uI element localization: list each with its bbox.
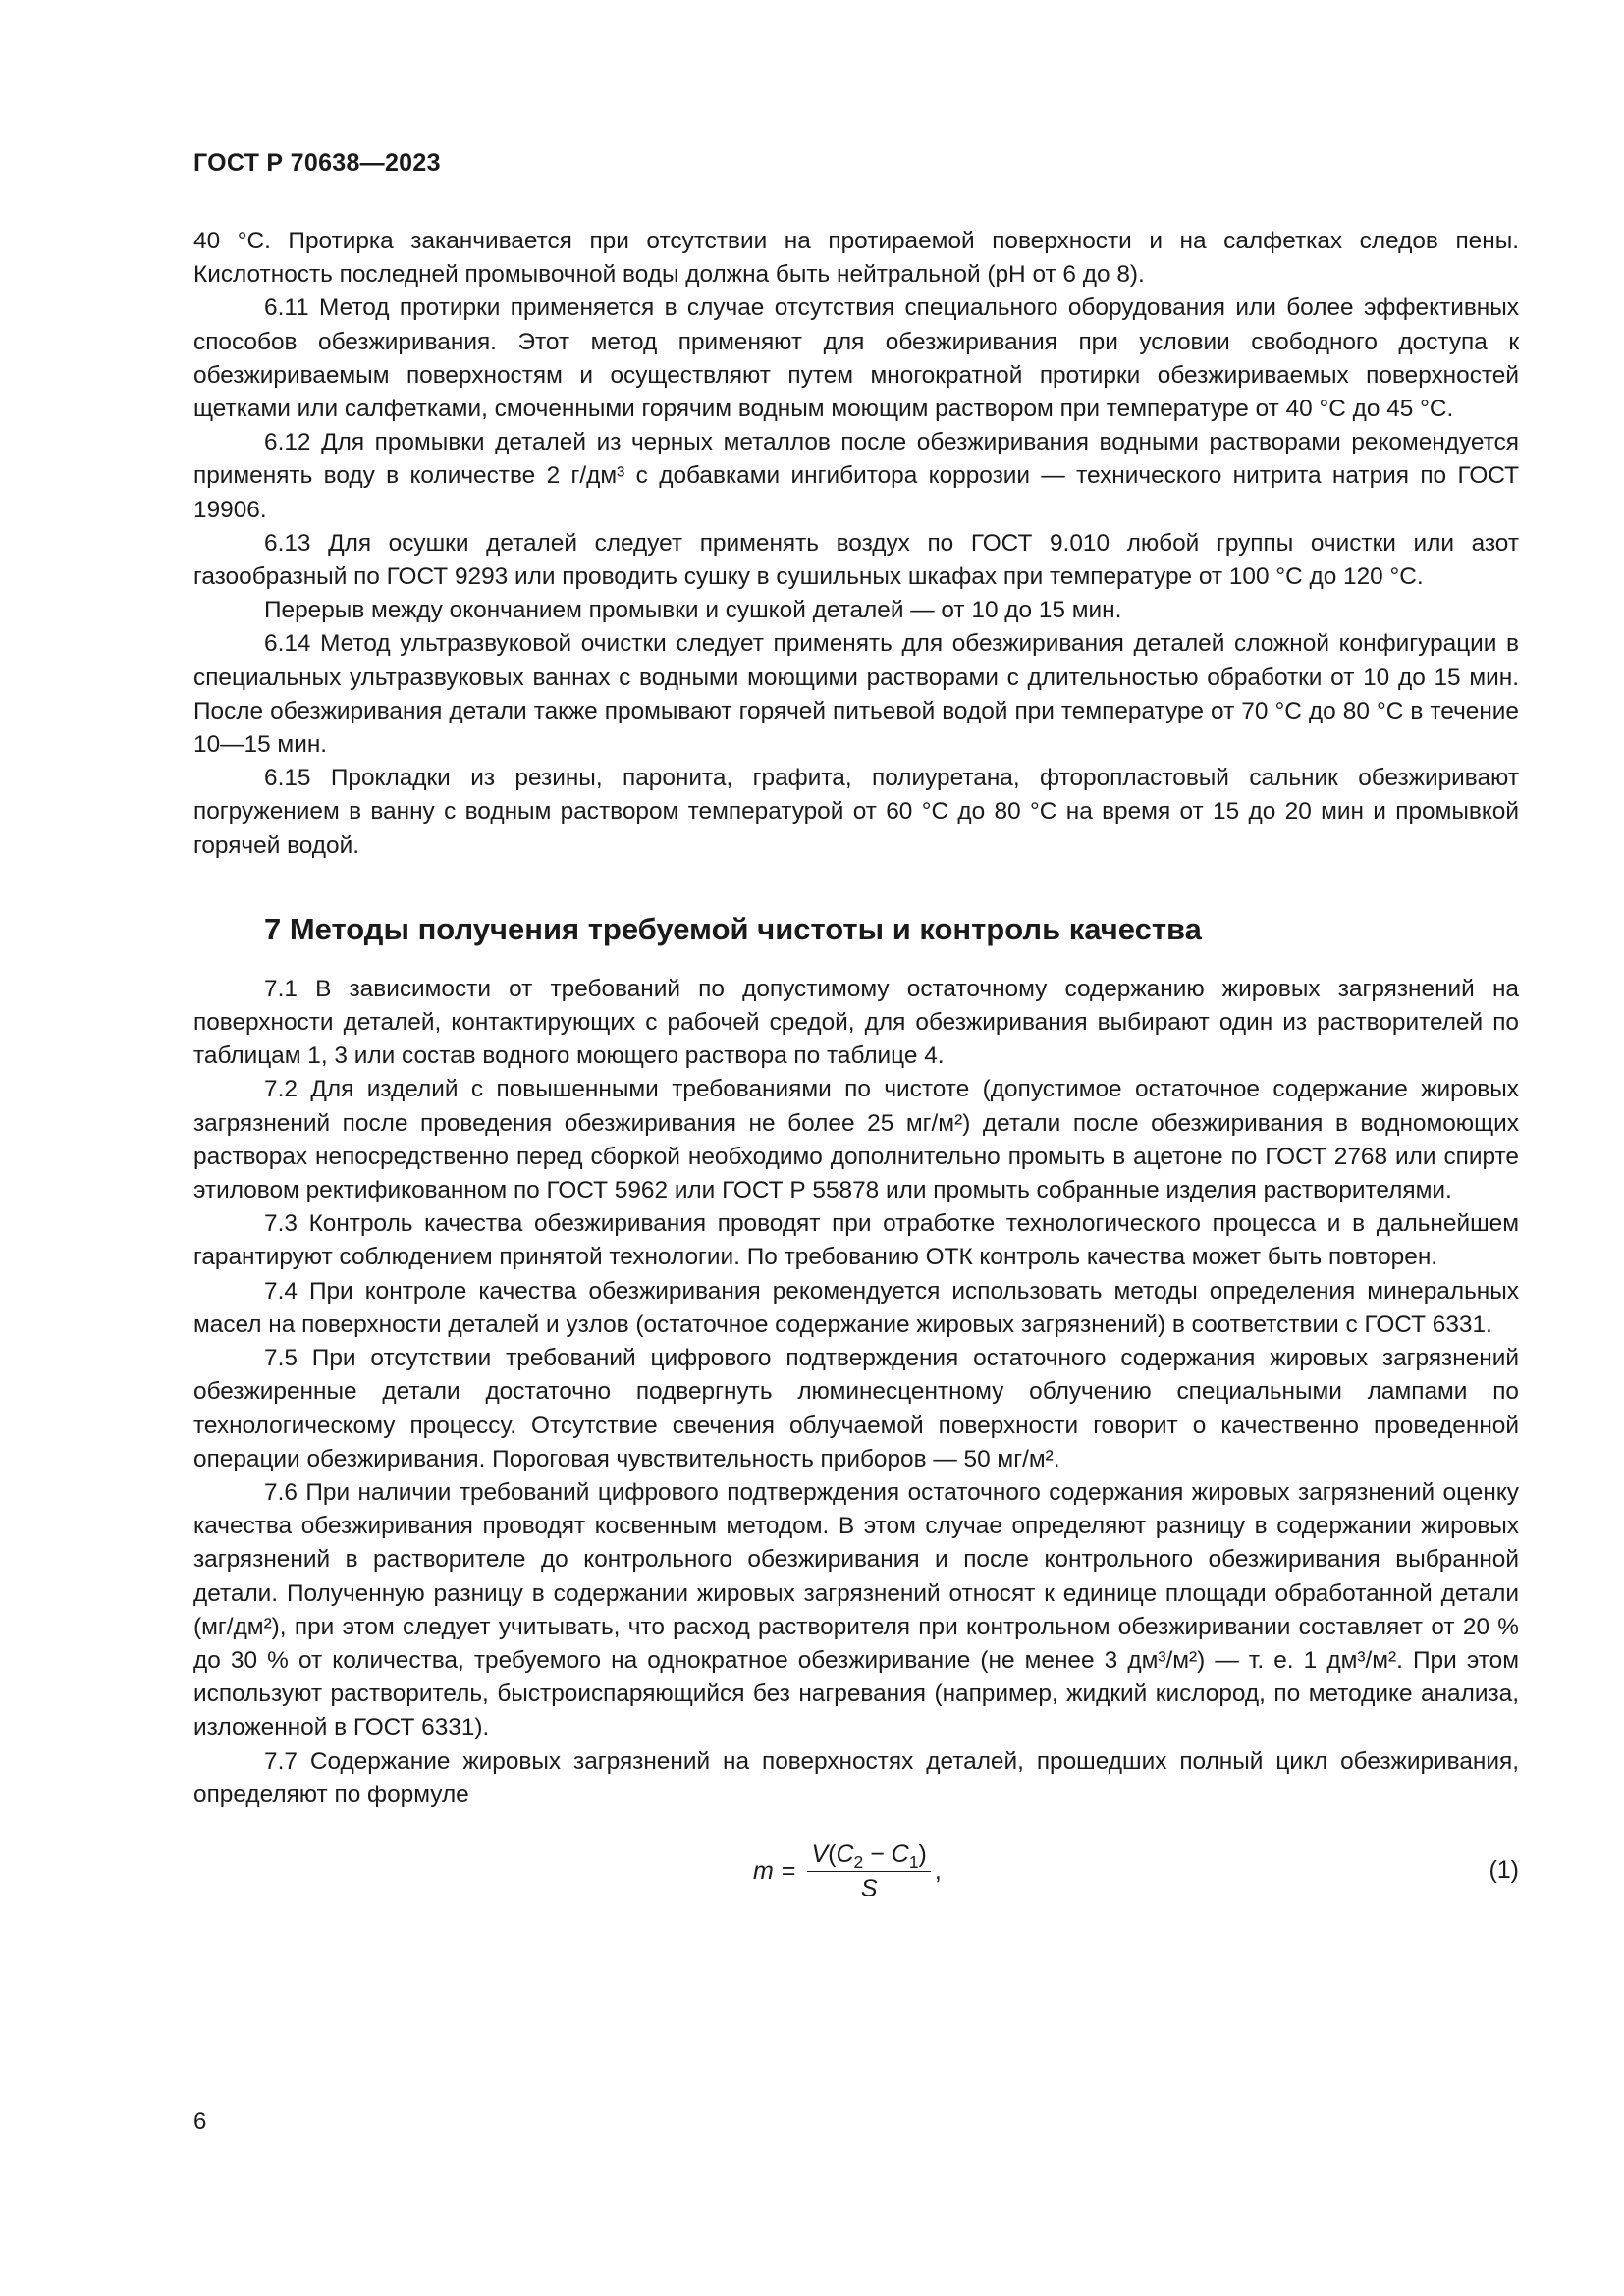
page-number: 6	[193, 2109, 207, 2135]
bottom-paragraphs	[193, 973, 1519, 1812]
paragraph: 7.6 При наличии требований цифрового подтверждения остаточного содержания жировых загрязнений оценку качества обезжиривания проводят косвенным методом. В этом случае определяют разницу в содержании жировых загрязнений в растворителе до контрольного обезжиривания и после контрольного обезжиривания выбранной детали. Полученную разницу в содержании жировых загрязнений относят к единице площади обработанной детали (мг/дм²), при этом следует учитывать, что расход растворителя при контрольном обезжиривании составляет от 20 % до 30 % от количества, требуемого на однократное обезжиривание (не менее 3 дм³/м²) — т. е. 1 дм³/м². При этом используют растворитель, быстроиспаряющийся без нагревания (например, жидкий кислород, по методике анализа, изложенной в ГОСТ 6331).	[193, 1478, 1519, 1741]
formula-equals: =	[781, 1857, 796, 1886]
equation-number: (1)	[1489, 1855, 1519, 1884]
formula-fraction	[807, 1840, 930, 1903]
formula-comma: ,	[934, 1857, 942, 1886]
formula-block	[193, 1832, 1519, 1920]
paragraph: 7.5 При отсутствии требований цифрового подтверждения остаточного содержания жировых загрязнений обезжиренные детали достаточно подвергнуть люминесцентному облучению специальными лампами по технологическому процессу. Отсутствие свечения облучаемой поверхности говорит о качественно проведенной операции обезжиривания. Пороговая чувствительность приборов — 50 мг/м².	[193, 1345, 1519, 1472]
paragraph: 6.11 Метод протирки применяется в случае отсутствия специального оборудования или более эффективных способов обезжиривания. Этот метод применяют для обезжиривания при условии свободного доступа к обезжириваемым поверхностям и осуществляют путем многократной протирки обезжириваемых поверхностей щетками или салфетками, смоченными горячим водным моющим раствором при температуре от 40 °С до 45 °С.	[193, 294, 1519, 423]
paragraph: 7.4 При контроле качества обезжиривания рекомендуется использовать методы определения минеральных масел на поверхности деталей и узлов (остаточное содержание жировых загрязнений) в соответствии с ГОСТ 6331.	[193, 1277, 1519, 1338]
paragraph: 6.14 Метод ультразвуковой очистки следует применять для обезжиривания деталей сложной конфигурации в специальных ультразвуковых ваннах с водными моющими растворами с длительностью обработки от 10 до 15 мин. После обезжиривания детали также промывают горячей питьевой водой при температуре от 70 °С до 80 °С в течение 10—15 мин.	[193, 630, 1519, 759]
document-body	[193, 225, 1519, 1920]
top-paragraphs	[193, 225, 1519, 863]
formula-c2-sub: 2	[853, 1851, 864, 1872]
formula-denominator: S	[860, 1874, 878, 1902]
formula-v: V	[811, 1840, 829, 1868]
paragraph: 7.1 В зависимости от требований по допустимому остаточному содержанию жировых загрязнений на поверхности деталей, контактирующих с рабочей средой, для обезжиривания выбирают один из растворителей по таблицам 1, 3 или состав водного моющего раствора по таблице 4.	[193, 975, 1519, 1070]
formula-c1: C	[891, 1840, 909, 1868]
formula-open-paren: (	[828, 1840, 837, 1868]
formula-close-paren: )	[918, 1840, 927, 1868]
section-title: 7 Методы получения требуемой чистоты и контроль качества	[264, 911, 1202, 946]
formula-c2: C	[836, 1840, 854, 1868]
formula-minus: −	[863, 1840, 892, 1868]
paragraph: 7.3 Контроль качества обезжиривания проводят при отработке технологического процесса и в дальнейшем гарантируют соблюдением принятой технологии. По требованию ОТК контроль качества может быть повторен.	[193, 1210, 1519, 1271]
paragraph: 40 °С. Протирка заканчивается при отсутствии на протираемой поверхности и на салфетках следов пены. Кислотность последней промывочной воды должна быть нейтральной (pH от 6 до 8).	[193, 228, 1519, 289]
formula-c1-sub: 1	[908, 1851, 919, 1872]
paragraph: 6.12 Для промывки деталей из черных металлов после обезжиривания водными растворами рекомендуется применять воду в количестве 2 г/дм³ с добавками ингибитора коррозии — технического нитрита натрия по ГОСТ 19906.	[193, 429, 1519, 523]
paragraph: Перерыв между окончанием промывки и сушкой деталей — от 10 до 15 мин.	[264, 597, 1122, 624]
paragraph: 7.7 Содержание жировых загрязнений на поверхностях деталей, прошедших полный цикл обезжиривания, определяют по формуле	[193, 1747, 1519, 1808]
formula	[753, 1840, 942, 1903]
formula-lhs: m	[753, 1857, 774, 1886]
paragraph: 6.15 Прокладки из резины, паронита, графита, полиуретана, фторопластовый сальник обезжиривают погружением в ванну с водным раствором температурой от 60 °С до 80 °С на время от 15 до 20 мин и промывкой горячей водой.	[193, 765, 1519, 859]
document-header: ГОСТ Р 70638—2023	[193, 149, 441, 177]
paragraph: 7.2 Для изделий с повышенными требованиями по чистоте (допустимое остаточное содержание жировых загрязнений после проведения обезжиривания не более 25 мг/м²) детали после обезжиривания в водномоющих растворах непосредственно перед сборкой необходимо дополнительно промыть в ацетоне по ГОСТ 2768 или спирте этиловом ректификованном по ГОСТ 5962 или ГОСТ Р 55878 или промыть собранные изделия растворителями.	[193, 1076, 1519, 1204]
formula-numerator	[807, 1840, 930, 1872]
paragraph: 6.13 Для осушки деталей следует применять воздух по ГОСТ 9.010 любой группы очистки или азот газообразный по ГОСТ 9293 или проводить сушку в сушильных шкафах при температуре от 100 °С до 120 °С.	[193, 529, 1519, 591]
